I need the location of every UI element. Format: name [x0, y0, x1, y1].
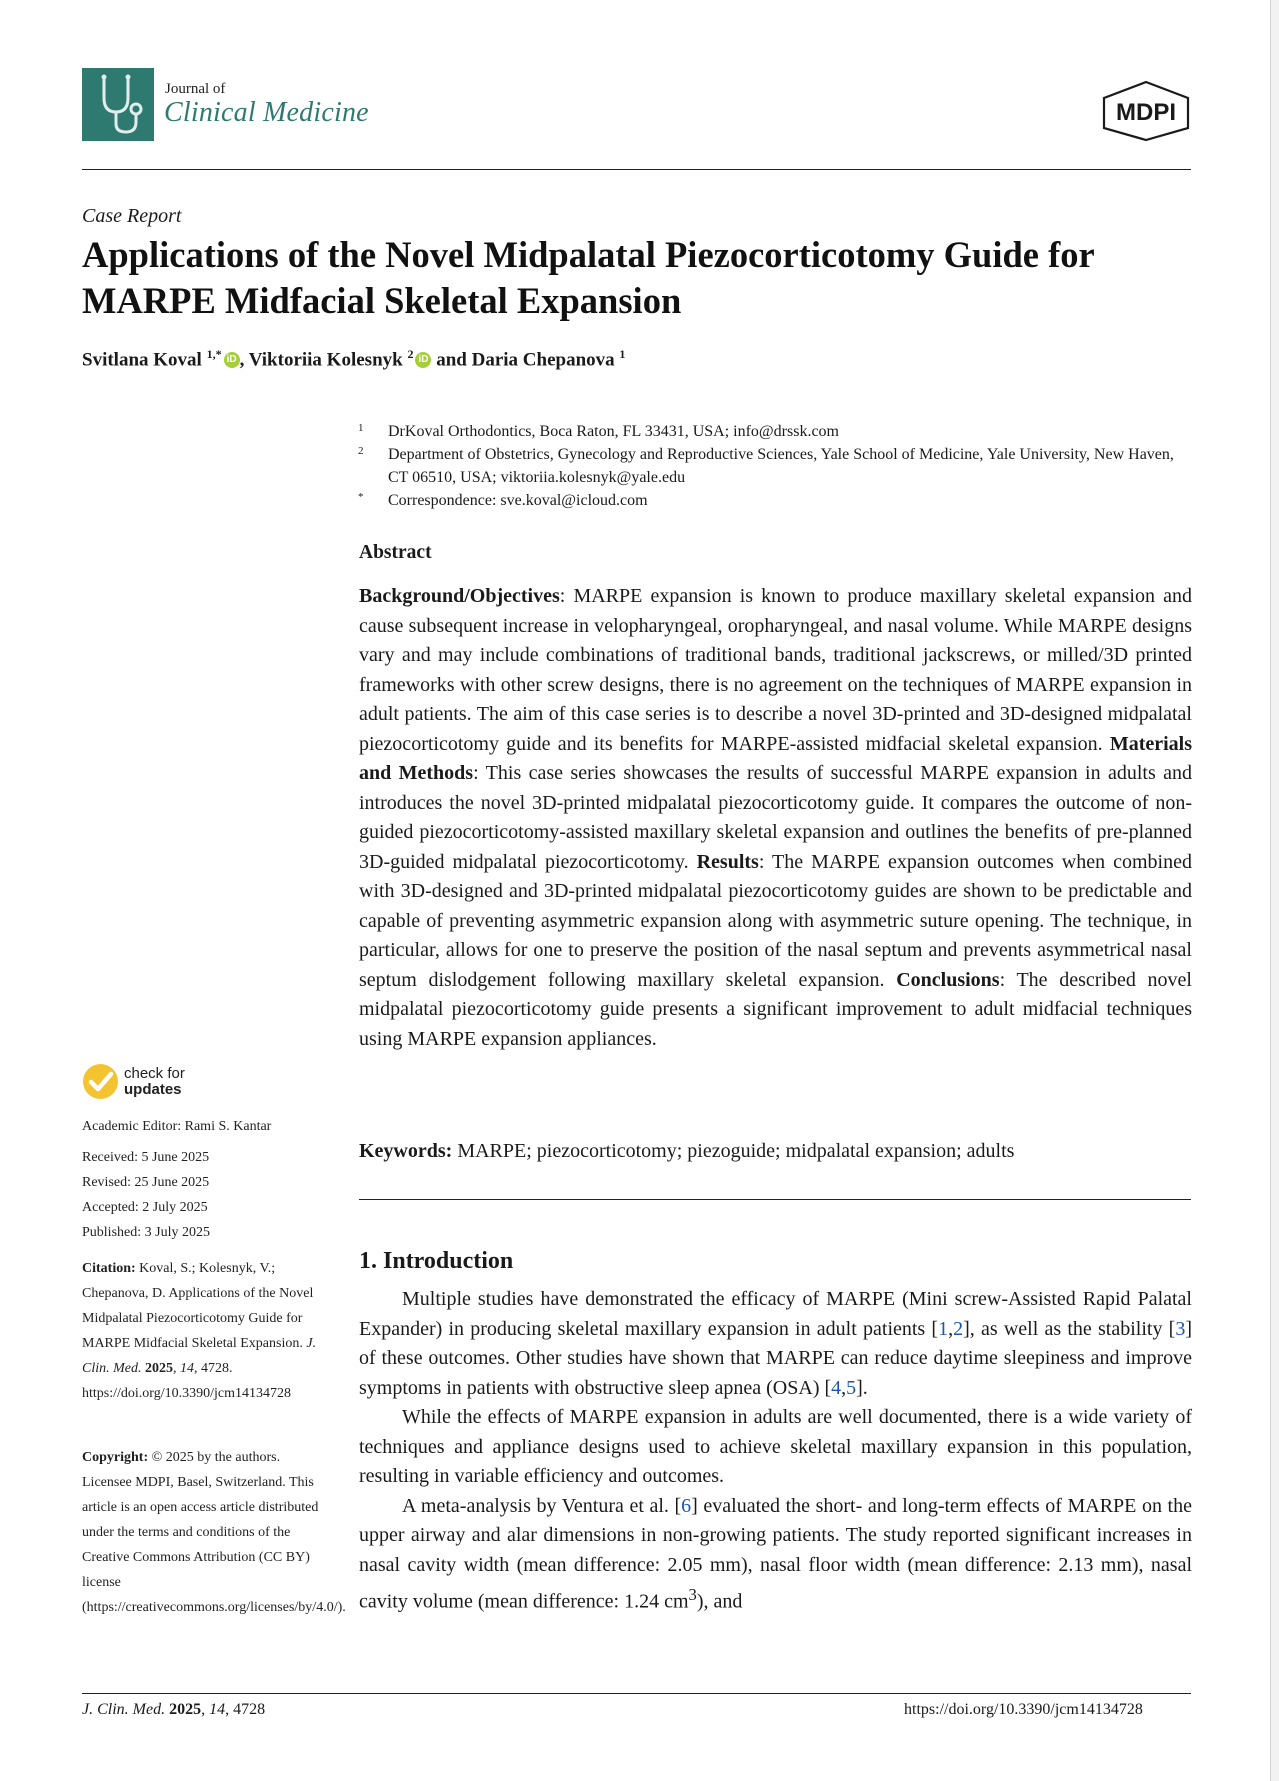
paragraph-text: Multiple studies have demonstrated the efficacy of MARPE (Mini screw-Assisted Rapid Palatal Expander) in producing skeletal maxillary expansion in adult patients [ [359, 1288, 1192, 1340]
mdpi-logo-text: MDPI [1116, 99, 1176, 126]
footer-citation [82, 1701, 265, 1719]
date-published: Published: 3 July 2025 [82, 1225, 210, 1240]
citation-link[interactable]: 2 [953, 1317, 964, 1340]
author-separator: and [431, 349, 472, 371]
paragraph-text: ] evaluated the short- and long-term effects of MARPE on the upper airway and alar dimensions in non-growing patients. The study reported significant increases in nasal cavity width (mean difference: 2.05 mm), nasal floor width (mean difference: 2.13 mm), nasal cavity volume (mean difference: 1.24 cm [359, 1494, 1192, 1613]
check-for-updates-label[interactable] [124, 1066, 185, 1098]
abstract-methods-text: : This case series showcases the results of successful MARPE expansion in adults and introduces the novel 3D-printed midpalatal piezocorticotomy guide. It compares the outcome of non-guided piezocorticotomy-assisted maxillary skeletal expansion and outlines the benefits of pre-planned 3D-guided midpalatal piezocorticotomy. [359, 762, 1192, 873]
paragraph [359, 1492, 1192, 1618]
author-affiliation-mark: 1 [619, 347, 626, 361]
affiliation-item [358, 489, 1198, 512]
abstract-body [359, 582, 1192, 1054]
citation-text: , [173, 1361, 180, 1376]
journal-name: Clinical Medicine [164, 97, 369, 128]
journal-of-text: Journal of [165, 81, 226, 97]
author-affiliation-mark: 1,* [206, 347, 222, 361]
article-type: Case Report [82, 205, 182, 227]
affiliation-mark: 2 [358, 445, 364, 457]
author-list [82, 347, 625, 371]
keywords [359, 1140, 1192, 1163]
paragraph-text: A meta-analysis by Ventura et al. [ [402, 1494, 682, 1517]
paragraph [359, 1285, 1192, 1403]
copyright-label: Copyright: [82, 1450, 149, 1465]
affiliation-text: Department of Obstetrics, Gynecology and Reproductive Sciences, Yale School of Medicine, Yale University, New Haven, CT 06510, USA; viktoriia.kolesnyk@yale.edu [388, 446, 1174, 486]
abstract-rule [359, 1199, 1191, 1200]
citation-text: Koval, S.; Kolesnyk, V.; Chepanova, D. Applications of the Novel Midpalatal Piezocorticotomy Guide for MARPE Midfacial Skeletal Expansion. [82, 1261, 314, 1351]
paragraph-text: , [948, 1317, 954, 1340]
affiliation-mark: 1 [358, 422, 364, 434]
footer-article-number: , 4728 [225, 1701, 266, 1718]
paragraph-text: , [841, 1376, 847, 1399]
author-name: Daria Chepanova [471, 349, 615, 371]
check-line-2: updates [124, 1081, 182, 1098]
abstract-background-text: : MARPE expansion is known to produce maxillary skeletal expansion and cause subsequent increase in velopharyngeal, oropharyngeal, and nasal volume. While MARPE designs vary and may include combinations of traditional bands, traditional jackscrews, or milled/3D printed frameworks with other screw designs, there is no agreement on the techniques of MARPE expansion in adult patients. The aim of this case series is to describe a novel 3D-printed and 3D-designed midpalatal piezocorticotomy guide and its benefits for MARPE-assisted midfacial skeletal expansion. [359, 585, 1192, 755]
abstract-conclusions-text: : The described novel midpalatal piezocorticotomy guide presents a significant improvement to adult midfacial techniques using MARPE expansion appliances. [359, 968, 1192, 1050]
paragraph: While the effects of MARPE expansion in adults are well documented, there is a wide variety of techniques and appliance designs used to achieve skeletal maxillary expansion in this population, resulting in variable efficiency and outcomes. [359, 1406, 1192, 1487]
citation-link[interactable]: 6 [681, 1494, 692, 1517]
author-separator: , [239, 349, 249, 371]
citation-block [82, 1256, 332, 1406]
author-name: Viktoriia Kolesnyk [248, 349, 403, 371]
paragraph-text: ] of these outcomes. Other studies have shown that MARPE can reduce daytime sleepiness and improve symptoms in patients with obstructive sleep apnea (OSA) [ [359, 1317, 1192, 1399]
article-title: Applications of the Novel Midpalatal Piezocorticotomy Guide for MARPE Midfacial Skeletal Expansion [82, 234, 1095, 321]
affiliation-text: Correspondence: sve.koval@icloud.com [388, 492, 648, 509]
check-line-1: check for [124, 1065, 185, 1082]
date-received: Received: 5 June 2025 [82, 1150, 210, 1165]
copyright-block [82, 1445, 346, 1620]
abstract-heading: Abstract [359, 542, 432, 563]
citation-year: 2025 [141, 1361, 173, 1376]
abstract-label-conclusions: Conclusions [896, 968, 1000, 991]
footer-volume: 14 [209, 1701, 226, 1718]
footer-rule [82, 1693, 1191, 1694]
citation-link[interactable]: 1 [938, 1317, 949, 1340]
affiliations [358, 420, 1198, 512]
abstract-label-background: Background/Objectives [359, 585, 560, 607]
mdpi-logo [1100, 80, 1192, 142]
publication-dates [82, 1145, 332, 1245]
superscript: 3 [688, 1585, 697, 1604]
footer-year: 2025 [165, 1701, 202, 1718]
citation-link[interactable]: 5 [846, 1376, 857, 1399]
citation-journal: J. Clin. Med. [82, 1336, 317, 1376]
abstract-label-methods: Materials and Methods [359, 732, 1192, 784]
keywords-label: Keywords: [359, 1140, 453, 1162]
paragraph-text: ), and [696, 1590, 743, 1613]
footer-sep: , [201, 1701, 210, 1718]
citation-link[interactable]: 3 [1175, 1317, 1186, 1340]
abstract-label-results: Results [696, 850, 759, 873]
check-for-updates-icon[interactable] [82, 1063, 119, 1100]
citation-volume: 14 [180, 1361, 194, 1376]
paragraph-text: ]. [856, 1376, 868, 1399]
affiliation-text: DrKoval Orthodontics, Boca Raton, FL 33431, USA; info@drssk.com [388, 423, 839, 440]
abstract-results-text: : The MARPE expansion outcomes when combined with 3D-designed and 3D-printed midpalatal piezocorticotomy guides are shown to be predictable and capable of preventing asymmetric expansion along with asymmetric suture opening. The technique, in particular, allows for one to preserve the position of the nasal septum and prevents asymmetrical nasal septum dislodgement following maxillary skeletal expansion. [359, 850, 1192, 991]
date-revised: Revised: 25 June 2025 [82, 1175, 210, 1190]
citation-link[interactable]: 4 [831, 1376, 842, 1399]
date-accepted: Accepted: 2 July 2025 [82, 1200, 208, 1215]
citation-label: Citation: [82, 1261, 136, 1276]
footer-doi-link[interactable]: https://doi.org/10.3390/jcm14134728 [904, 1701, 1143, 1718]
orcid-icon[interactable]: iD [224, 352, 240, 368]
citation-doi[interactable]: , 4728. https://doi.org/10.3390/jcm14134728 [82, 1361, 291, 1401]
academic-editor: Academic Editor: Rami S. Kantar [82, 1119, 272, 1134]
copyright-text: © 2025 by the authors. Licensee MDPI, Basel, Switzerland. This article is an open access article distributed under the terms and conditions of the Creative Commons Attribution (CC BY) license (https://creativecommons.org/licenses/by/4.0/). [82, 1450, 346, 1615]
keywords-text: MARPE; piezocorticotomy; piezoguide; midpalatal expansion; adults [452, 1140, 1015, 1162]
section-heading-introduction: 1. Introduction [359, 1248, 514, 1274]
footer-journal: J. Clin. Med. [82, 1701, 166, 1718]
introduction-body [359, 1285, 1192, 1617]
orcid-icon[interactable]: iD [415, 352, 431, 368]
author-affiliation-mark: 2 [407, 347, 414, 361]
stethoscope-icon [82, 68, 154, 141]
affiliation-item [358, 420, 1198, 443]
affiliation-mark: * [358, 491, 364, 503]
header-rule [82, 169, 1191, 170]
author-name: Svitlana Koval [82, 349, 202, 371]
paragraph-text: ], as well as the stability [ [963, 1317, 1176, 1340]
affiliation-item [358, 443, 1198, 489]
journal-logo [82, 68, 154, 141]
